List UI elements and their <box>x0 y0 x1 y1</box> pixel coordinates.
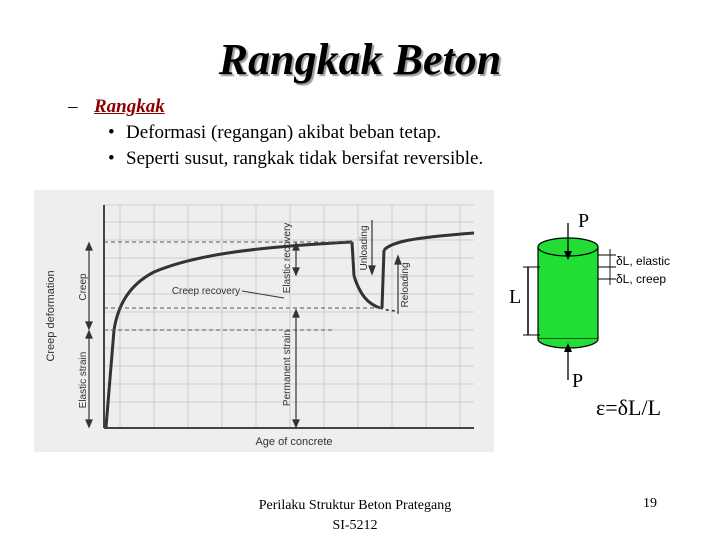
bullet-item <box>68 146 483 172</box>
creep-graph <box>34 190 494 452</box>
permanent-strain-label: Permanent strain <box>282 329 293 407</box>
deformation-ticks <box>598 249 616 285</box>
elastic-recovery-label: Elastic recovery <box>282 222 293 294</box>
bullet-list <box>68 94 483 172</box>
bullet-heading: Rangkak <box>94 96 165 117</box>
y-axis-label: Creep deformation <box>45 270 57 362</box>
creep-deformation-label: δL, creep <box>616 272 667 286</box>
footer-course-title: Perilaku Struktur Beton Prategang <box>258 498 452 513</box>
load-label-bottom: P <box>572 370 584 392</box>
specimen-svg <box>500 205 710 420</box>
page-number: 19 <box>643 496 657 511</box>
bullet-item <box>68 120 483 146</box>
bullet-heading-row <box>68 94 483 120</box>
bullet-dot-icon: • <box>108 122 115 143</box>
reloading-label: Reloading <box>400 262 411 308</box>
length-label: L <box>509 286 522 308</box>
bullet-text-1: Deformasi (regangan) akibat beban tetap. <box>126 122 441 143</box>
unloading-line <box>352 242 354 276</box>
bullet-text-2: Seperti susut, rangkak tidak bersifat reversible. <box>126 148 484 169</box>
slide-title: Rangkak Beton <box>218 35 502 84</box>
elastic-deformation-label: δL, elastic <box>616 254 671 268</box>
load-label-top: P <box>578 210 590 232</box>
elastic-strain-label: Elastic strain <box>78 351 89 409</box>
reloading-line <box>382 250 384 308</box>
x-axis-label: Age of concrete <box>255 436 333 448</box>
footer-course <box>240 496 470 536</box>
unloading-label: Unloading <box>359 225 370 271</box>
creep-recovery-label: Creep recovery <box>171 286 241 297</box>
creep-graph-svg <box>34 190 494 452</box>
specimen-diagram <box>500 205 710 420</box>
footer-course-code: SI-5212 <box>332 518 378 533</box>
dash-marker: – <box>68 96 78 117</box>
concrete-cylinder <box>538 247 598 339</box>
bullet-dot-icon: • <box>108 148 115 169</box>
creep-label: Creep <box>78 273 89 301</box>
strain-formula: ε=δL/L <box>596 395 662 420</box>
